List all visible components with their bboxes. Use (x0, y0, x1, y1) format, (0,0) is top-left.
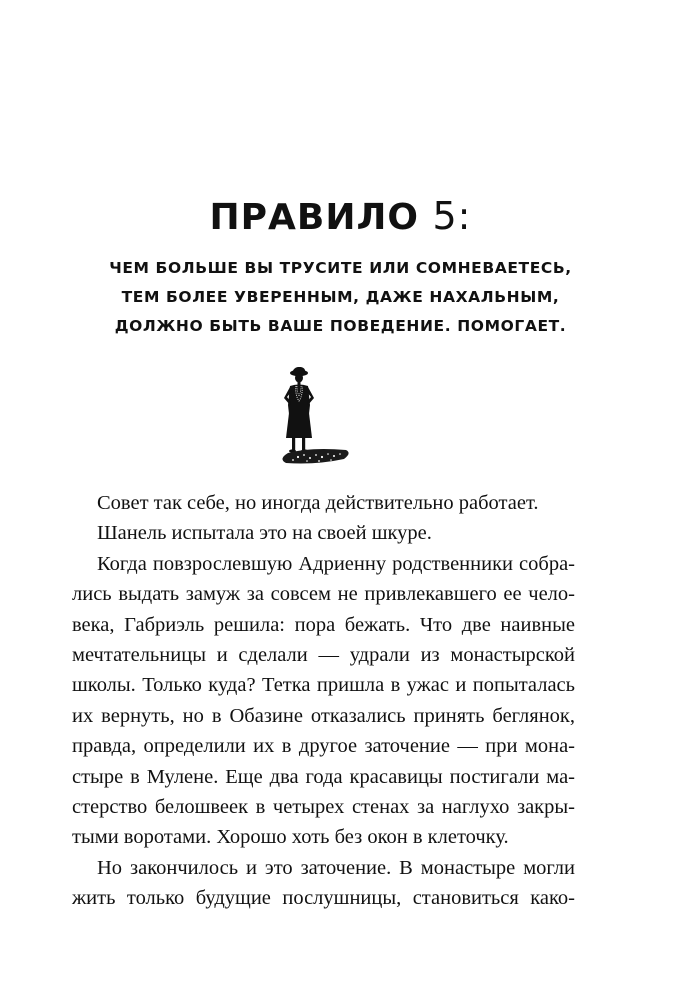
rule-statement (0, 254, 681, 341)
body-line: века, Габриэль решила: пора бежать. Что две наивные (72, 613, 575, 636)
body-line: лись выдать замуж за совсем не привлекавшего ее чело- (72, 583, 575, 606)
rule-heading-number: 5: (432, 194, 472, 238)
body-line: Шанель испытала это на своей шкуре. (97, 522, 432, 545)
rule-heading (0, 192, 681, 242)
body-text (72, 488, 575, 914)
body-line: Совет так себе, но иногда действительно работает. (97, 492, 539, 514)
rule-statement-line: ТЕМ БОЛЕЕ УВЕРЕННЫМ, ДАЖЕ НАХАЛЬНЫМ, (121, 288, 560, 306)
body-line: мечтательницы и сделали — удрали из монастырской (72, 644, 575, 667)
rule-statement-line: ЧЕМ БОЛЬШЕ ВЫ ТРУСИТЕ ИЛИ СОМНЕВАЕТЕСЬ, (109, 259, 572, 277)
body-line: Когда повзрослевшую Адриенну родственники собра- (97, 552, 575, 575)
body-line: правда, определили их в другое заточение — при мона- (72, 735, 575, 758)
body-line: их вернуть, но в Обазине отказались принять беглянок, (72, 704, 575, 727)
woman-silhouette-icon (268, 367, 358, 467)
body-line: школы. Только куда? Тетка пришла в ужас и попыталась (72, 674, 575, 697)
rule-statement-line: ДОЛЖНО БЫТЬ ВАШЕ ПОВЕДЕНИЕ. ПОМОГАЕТ. (114, 317, 567, 335)
body-line: стыре в Мулене. Еще два года красавицы постигали ма- (72, 765, 575, 788)
body-line: тыми воротами. Хорошо хоть без окон в клеточку. (72, 826, 509, 849)
body-line: стерство белошвеек в четырех стенах за наглухо закры- (72, 796, 575, 819)
body-line: Но закончилось и это заточение. В монастыре могли (97, 856, 575, 879)
body-line: жить только будущие послушницы, становиться како- (72, 887, 575, 910)
rule-heading-word: ПРАВИЛО (209, 197, 419, 238)
